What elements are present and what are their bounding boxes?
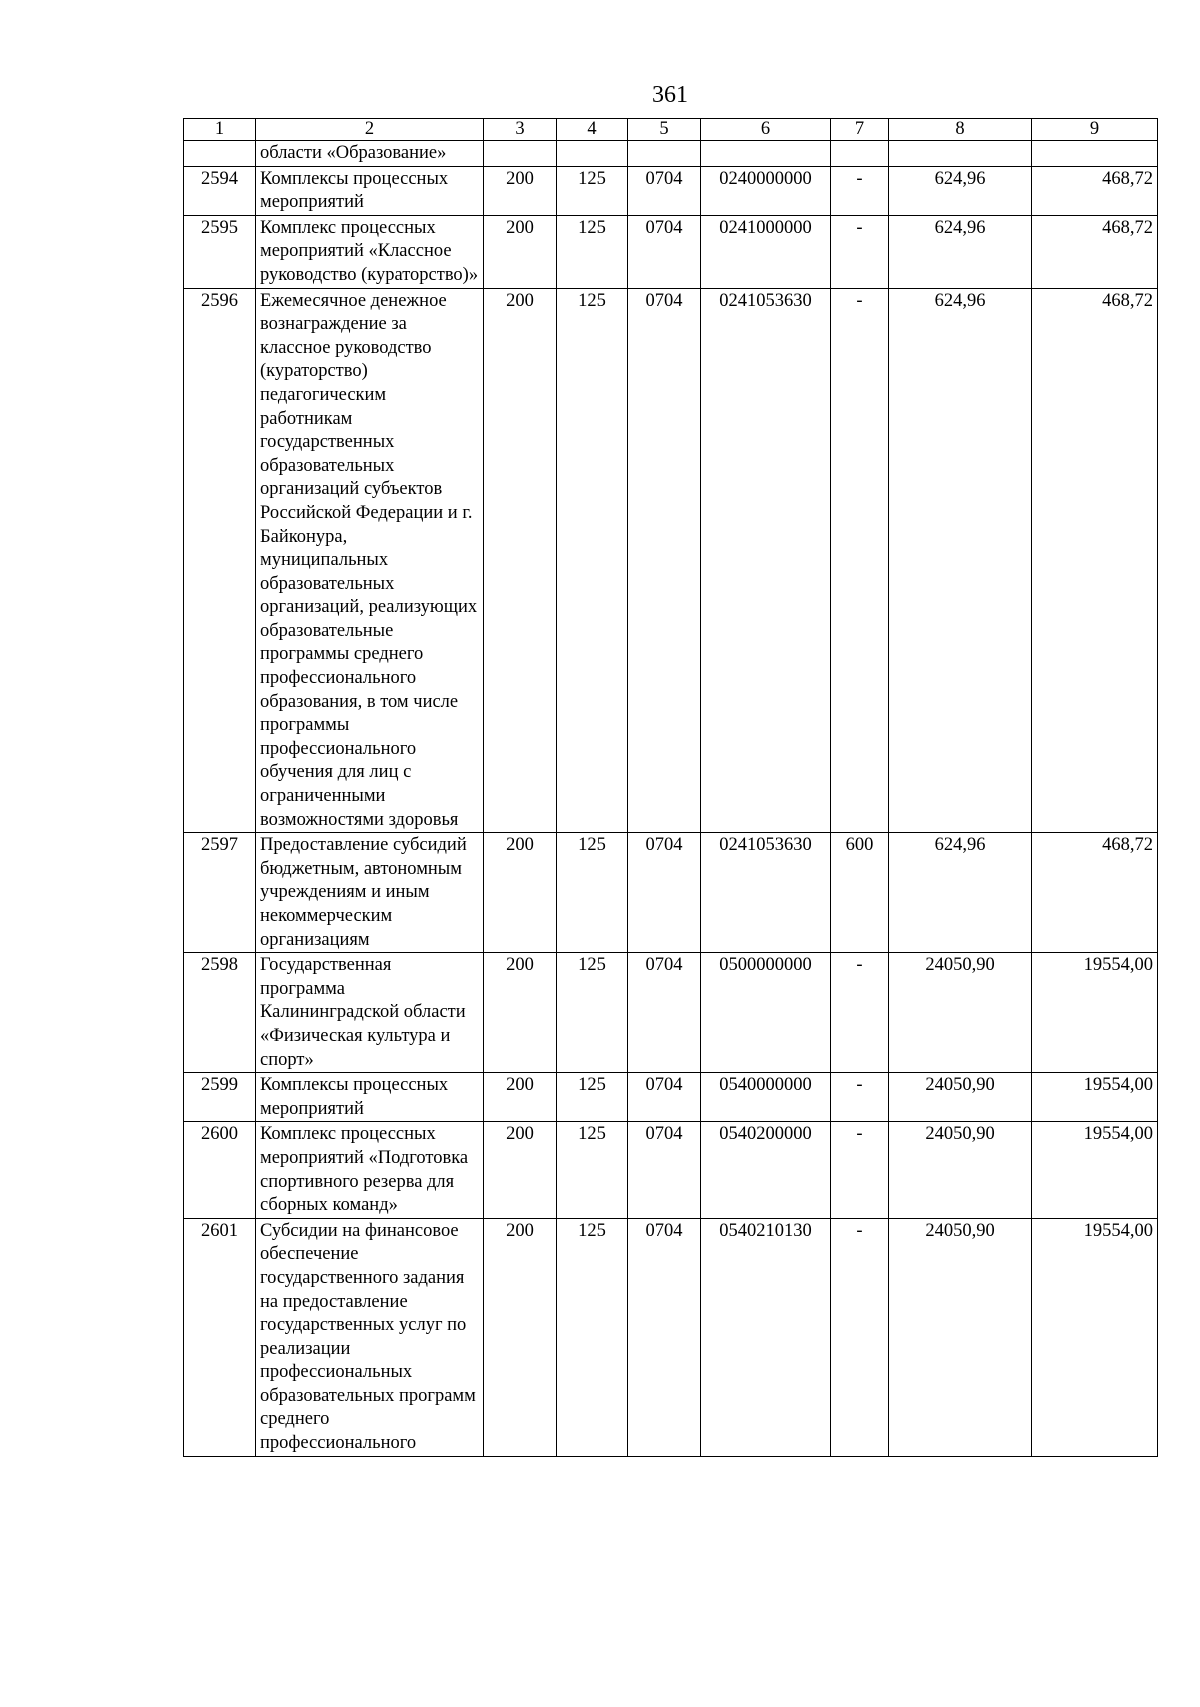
subsection-code-cell: 0704: [628, 1073, 701, 1122]
header-cell: 7: [831, 119, 889, 141]
target-code-cell: 0540000000: [701, 1073, 831, 1122]
table-row: [184, 1073, 1158, 1122]
row-name-cell: Комплексы процессных мероприятий: [256, 1073, 484, 1122]
amount-cell: 624,96: [889, 288, 1032, 833]
ministry-code-cell: 200: [484, 166, 557, 215]
amount-cell: 19554,00: [1032, 1122, 1158, 1218]
subsection-code-cell: [628, 141, 701, 167]
header-cell: 1: [184, 119, 256, 141]
amount-cell: 24050,90: [889, 953, 1032, 1073]
target-code-cell: 0240000000: [701, 166, 831, 215]
target-code-cell: 0241000000: [701, 215, 831, 288]
amount-cell: 24050,90: [889, 1218, 1032, 1456]
ministry-code-cell: 200: [484, 953, 557, 1073]
row-number-cell: 2599: [184, 1073, 256, 1122]
amount-cell: 468,72: [1032, 166, 1158, 215]
row-name-cell: области «Образование»: [256, 141, 484, 167]
table-row: [184, 833, 1158, 953]
section-code-cell: 125: [557, 288, 628, 833]
expense-type-cell: 600: [831, 833, 889, 953]
subsection-code-cell: 0704: [628, 1122, 701, 1218]
table-row: [184, 288, 1158, 833]
target-code-cell: 0241053630: [701, 833, 831, 953]
amount-cell: 624,96: [889, 215, 1032, 288]
table-body: [184, 141, 1158, 1457]
subsection-code-cell: 0704: [628, 215, 701, 288]
amount-cell: 19554,00: [1032, 953, 1158, 1073]
section-code-cell: 125: [557, 1218, 628, 1456]
table-row: [184, 1218, 1158, 1456]
table-row: [184, 166, 1158, 215]
section-code-cell: 125: [557, 833, 628, 953]
header-cell: 3: [484, 119, 557, 141]
amount-cell: 468,72: [1032, 288, 1158, 833]
row-number-cell: [184, 141, 256, 167]
row-number-cell: 2596: [184, 288, 256, 833]
header-cell: 6: [701, 119, 831, 141]
expense-type-cell: [831, 141, 889, 167]
row-name-cell: Ежемесячное денежное вознаграждение за классное руководство (кураторство) педагогическим работникам государственных образовательных организаций субъектов Российской Федерации и г. Байконура, муниципальных образовательных организаций, реализующих образовательные программы среднего профессионального образования, в том числе программы профессионального обучения для лиц с ограниченными возможностями здоровья: [256, 288, 484, 833]
section-code-cell: [557, 141, 628, 167]
subsection-code-cell: 0704: [628, 953, 701, 1073]
row-name-cell: Предоставление субсидий бюджетным, автономным учреждениям и иным некоммерческим организациям: [256, 833, 484, 953]
header-cell: 2: [256, 119, 484, 141]
expense-type-cell: -: [831, 1218, 889, 1456]
row-number-cell: 2595: [184, 215, 256, 288]
ministry-code-cell: [484, 141, 557, 167]
subsection-code-cell: 0704: [628, 166, 701, 215]
table-header: [184, 119, 1158, 141]
ministry-code-cell: 200: [484, 1218, 557, 1456]
section-code-cell: 125: [557, 953, 628, 1073]
amount-cell: 19554,00: [1032, 1073, 1158, 1122]
amount-cell: 24050,90: [889, 1073, 1032, 1122]
row-name-cell: Комплекс процессных мероприятий «Классное руководство (кураторство)»: [256, 215, 484, 288]
row-name-cell: Комплексы процессных мероприятий: [256, 166, 484, 215]
header-cell: 9: [1032, 119, 1158, 141]
row-name-cell: Субсидии на финансовое обеспечение государственного задания на предоставление государственных услуг по реализации профессиональных образовательных программ среднего профессионального: [256, 1218, 484, 1456]
table-row: [184, 141, 1158, 167]
amount-cell: 624,96: [889, 833, 1032, 953]
subsection-code-cell: 0704: [628, 1218, 701, 1456]
amount-cell: 468,72: [1032, 833, 1158, 953]
header-cell: 4: [557, 119, 628, 141]
table-row: [184, 953, 1158, 1073]
target-code-cell: 0540210130: [701, 1218, 831, 1456]
budget-table: [183, 118, 1158, 1457]
target-code-cell: 0500000000: [701, 953, 831, 1073]
subsection-code-cell: 0704: [628, 833, 701, 953]
amount-cell: 624,96: [889, 166, 1032, 215]
page-number: 361: [652, 82, 688, 108]
expense-type-cell: -: [831, 215, 889, 288]
expense-type-cell: -: [831, 1073, 889, 1122]
target-code-cell: [701, 141, 831, 167]
section-code-cell: 125: [557, 215, 628, 288]
amount-cell: [889, 141, 1032, 167]
row-number-cell: 2600: [184, 1122, 256, 1218]
target-code-cell: 0540200000: [701, 1122, 831, 1218]
amount-cell: 19554,00: [1032, 1218, 1158, 1456]
expense-type-cell: -: [831, 166, 889, 215]
table-row: [184, 1122, 1158, 1218]
table-row: [184, 215, 1158, 288]
target-code-cell: 0241053630: [701, 288, 831, 833]
row-number-cell: 2601: [184, 1218, 256, 1456]
row-number-cell: 2597: [184, 833, 256, 953]
amount-cell: [1032, 141, 1158, 167]
expense-type-cell: -: [831, 1122, 889, 1218]
ministry-code-cell: 200: [484, 1073, 557, 1122]
header-cell: 8: [889, 119, 1032, 141]
section-code-cell: 125: [557, 1073, 628, 1122]
header-cell: 5: [628, 119, 701, 141]
ministry-code-cell: 200: [484, 288, 557, 833]
section-code-cell: 125: [557, 1122, 628, 1218]
row-name-cell: Комплекс процессных мероприятий «Подготовка спортивного резерва для сборных команд»: [256, 1122, 484, 1218]
ministry-code-cell: 200: [484, 215, 557, 288]
ministry-code-cell: 200: [484, 1122, 557, 1218]
subsection-code-cell: 0704: [628, 288, 701, 833]
amount-cell: 24050,90: [889, 1122, 1032, 1218]
row-name-cell: Государственная программа Калининградской области «Физическая культура и спорт»: [256, 953, 484, 1073]
header-row: [184, 119, 1158, 141]
section-code-cell: 125: [557, 166, 628, 215]
row-number-cell: 2598: [184, 953, 256, 1073]
ministry-code-cell: 200: [484, 833, 557, 953]
expense-type-cell: -: [831, 288, 889, 833]
amount-cell: 468,72: [1032, 215, 1158, 288]
row-number-cell: 2594: [184, 166, 256, 215]
expense-type-cell: -: [831, 953, 889, 1073]
